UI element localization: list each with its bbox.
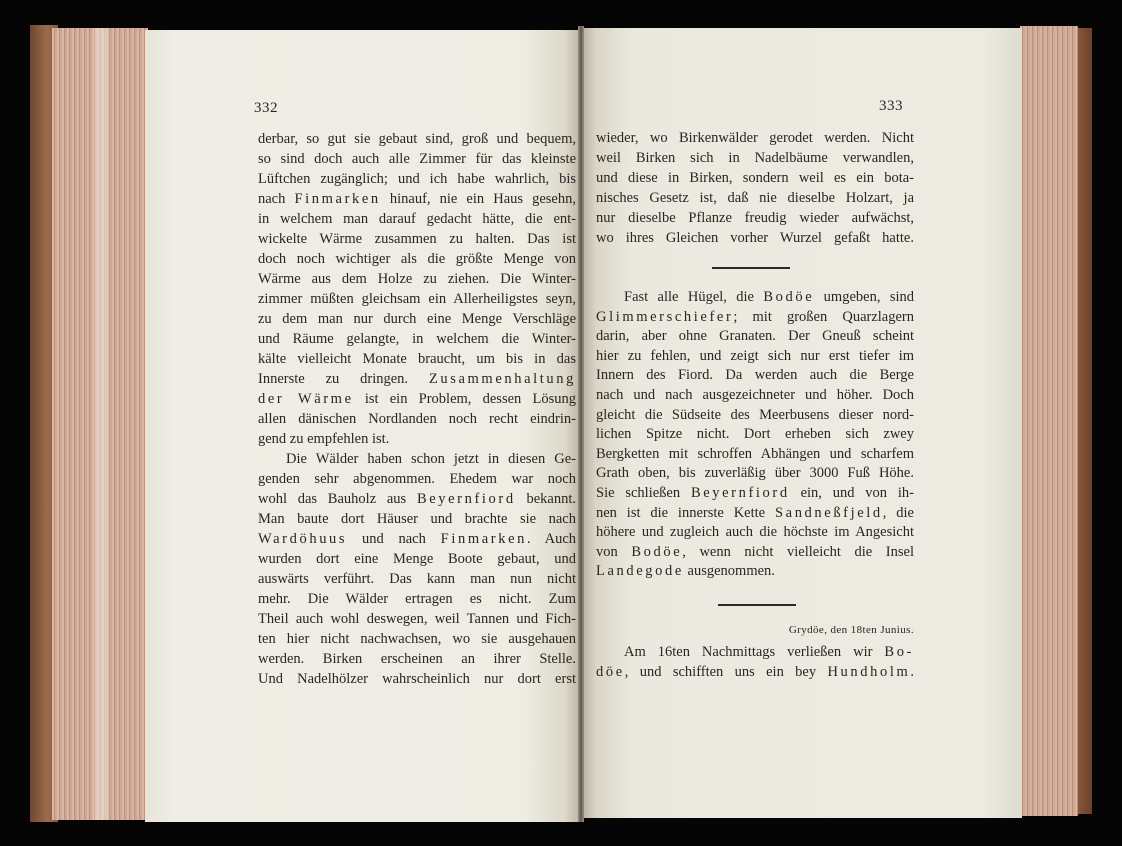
text-line: Bergketten mit schroffen Abhängen und scharfem — [596, 445, 914, 462]
book-gutter — [578, 26, 584, 822]
text-line — [596, 642, 914, 662]
page-edges-right — [1020, 26, 1078, 816]
text-line: genden sehr abgenommen. Ehedem war noch — [258, 471, 576, 487]
text-run: , wenn nicht vielleicht die Insel — [682, 543, 914, 560]
text-line — [596, 504, 914, 524]
text-run: von — [596, 543, 632, 560]
text-run: . Auch — [526, 531, 577, 547]
text-run: und nach — [347, 531, 441, 547]
text-line: wieder, wo Birkenwälder gerodet werden. Nicht — [596, 130, 914, 146]
section-rule — [718, 604, 796, 606]
text-line — [596, 484, 914, 504]
text-line: wo ihres Gleichen vorher Wurzel gefaßt hatte. — [596, 230, 914, 246]
spaced-name: Bo- — [884, 644, 914, 660]
text-line: Man baute dort Häuser und brachte sie nach — [258, 511, 576, 527]
text-run: wohl das Bauholz aus — [258, 491, 417, 507]
text-line: Wärme aus dem Holze zu ziehen. Die Winter- — [258, 271, 576, 287]
text-run: ; mit großen Quarzlagern — [733, 308, 914, 325]
spaced-name: Hundholm — [827, 664, 911, 680]
text-line — [258, 369, 576, 389]
text-line — [596, 308, 914, 328]
text-line: Und Nadelhölzer wahrscheinlich nur dort erst — [258, 671, 576, 687]
text-line: und Räume gelangte, in welchem die Winter- — [258, 331, 576, 347]
text-line: Die Wälder haben schon jetzt in diesen Ge- — [286, 451, 576, 467]
text-run: Am 16ten Nachmittags verließen wir — [624, 644, 885, 660]
text-line: Theil auch wohl deswegen, weil Tannen und Fich- — [258, 611, 576, 627]
text-line: kälte vielleicht Monate braucht, um bis in das — [258, 351, 576, 367]
spaced-name: Finmarken — [440, 531, 527, 547]
spaced-name: Beyernfiord — [690, 484, 790, 501]
text-line: wickelte Wärme zusammen zu halten. Das ist — [258, 231, 576, 247]
spaced-name: döe — [596, 664, 625, 680]
text-line: gend zu empfehlen ist. — [258, 431, 390, 447]
text-run: Fast alle Hügel, die — [624, 289, 764, 305]
text-run: , die — [882, 504, 914, 521]
spaced-name: Beyernfiord — [416, 491, 516, 507]
text-line — [258, 529, 576, 549]
spaced-name: Finmarken — [294, 191, 381, 207]
right-page-section — [596, 288, 914, 582]
right-page-section — [596, 128, 914, 248]
right-page-section — [596, 642, 914, 682]
text-line: ten hier nicht nachwachsen, wo sie ausgehauen — [258, 631, 576, 647]
text-line: gleicht die Südseite des Meerbusens dieser nord- — [596, 406, 914, 423]
text-line — [258, 489, 576, 509]
text-line — [596, 288, 914, 308]
text-line: höhere und zugleich auch die höchste im Angesicht — [596, 524, 914, 541]
text-line: nur dieselbe Pflanze freudig wieder aufwächst, — [596, 210, 914, 226]
text-line: werden. Birken erscheinen an ihrer Stelle. — [258, 651, 576, 667]
dateline: Grydöe, den 18ten Junius. — [788, 624, 914, 636]
book-cover-right — [1076, 28, 1092, 814]
text-line: nisches Gesetz ist, daß nie dieselbe Holzart, ja — [596, 190, 914, 206]
text-line: mehr. Die Wälder ertragen es nicht. Zum — [258, 591, 576, 607]
text-run: , und schifften uns ein bey — [624, 664, 828, 680]
text-line — [258, 389, 576, 409]
left-page-text — [258, 129, 576, 689]
spaced-name: Sandneßfjeld — [774, 504, 883, 521]
text-run: . — [910, 664, 914, 680]
text-line — [596, 562, 914, 582]
text-run: ein, und von ih- — [789, 484, 914, 501]
page-number: 332 — [254, 100, 278, 116]
text-line: doch noch wichtiger als die größte Menge von — [258, 251, 576, 267]
text-run: umgeben, sind — [814, 289, 914, 305]
text-line: weil Birken sich in Nadelbäume verwandlen, — [596, 150, 914, 166]
text-line — [596, 543, 914, 563]
text-line: darin, aber ohne Granaten. Der Gneuß scheint — [596, 328, 914, 345]
text-run: hinauf, nie ein Haus gesehn, — [380, 191, 576, 207]
text-run: ist ein Problem, dessen Lösung — [353, 391, 576, 407]
spaced-name: Bodöe — [763, 289, 815, 305]
spaced-name: Bodöe — [631, 543, 683, 560]
text-line: wurden dort eine Menge Boote gebaut, und — [258, 551, 576, 567]
text-line: Lüftchen zugänglich; und ich habe wahrlich, bis — [258, 171, 576, 187]
text-run: nach — [258, 191, 295, 207]
spaced-name: der Wärme — [258, 391, 354, 407]
text-line: hier zu fehlen, und zeigt sich nur erst tiefer im — [596, 347, 914, 364]
spaced-name: Wardöhuus — [258, 531, 348, 547]
text-line: nach und nach ausgezeichneter und höher. Doch — [596, 386, 914, 403]
text-run: bekannt. — [515, 491, 577, 507]
section-rule — [712, 267, 790, 269]
text-run: Sie schließen — [596, 484, 691, 501]
text-line: allen dänischen Nordlanden noch recht eindrin- — [258, 411, 576, 427]
text-line — [258, 189, 576, 209]
text-run: ausgenommen. — [683, 563, 775, 580]
text-line: in welchem man darauf gedacht hätte, die ent- — [258, 211, 576, 227]
spaced-name: Zusammenhaltung — [428, 371, 576, 387]
text-line — [596, 662, 914, 682]
text-line: Innern des Fiord. Da werden auch die Berge — [596, 367, 914, 384]
page-edges-left — [52, 28, 148, 820]
text-line: Grath oben, bis zuverläßig über 3000 Fuß Höhe. — [596, 465, 914, 482]
spaced-name: Landegode — [596, 563, 684, 580]
spaced-name: Glimmerschiefer — [596, 308, 734, 325]
text-line: und diese in Birken, sondern weil es ein bota- — [596, 170, 914, 186]
text-line: auswärts verführt. Das kann man nun nicht — [258, 571, 576, 587]
text-line: so sind doch auch alle Zimmer für das kleinste — [258, 151, 576, 167]
text-line: zu dem man nur durch eine Menge Verschläge — [258, 311, 576, 327]
text-line: lichen Spitze nicht. Dort erheben sich zwey — [596, 426, 914, 443]
text-line: zimmer müßten gleichsam ein Allerheiligstes seyn, — [258, 291, 576, 307]
text-line: derbar, so gut sie gebaut sind, groß und bequem, — [258, 131, 576, 147]
text-run: nen ist die innerste Kette — [596, 504, 775, 521]
page-number: 333 — [879, 98, 903, 114]
text-run: Innerste zu dringen. — [258, 371, 429, 387]
